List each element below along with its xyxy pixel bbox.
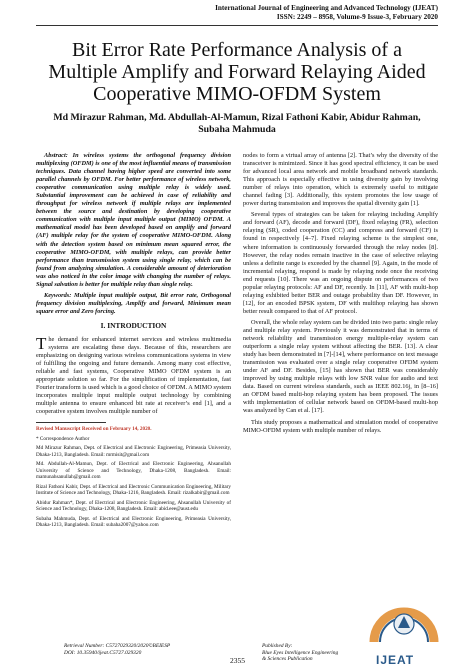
keywords [36, 292, 231, 316]
manuscript-received: Revised Manuscript Received on February 14, 2020. [36, 426, 152, 433]
page-number: 2355 [230, 656, 245, 665]
left-column [36, 152, 231, 532]
footnote-divider [36, 422, 106, 423]
journal-name: International Journal of Engineering and Advanced Technology (IJEAT) [215, 4, 438, 12]
author-affiliation-2: Md. Abdullah-Al-Mamun, Dept. of Electrical and Electronic Engineering, Ahsanullah University of Science and Technology, Dhaka-1208, Bangladesh. Email: mamunahsanullah@gmail.com [36, 461, 231, 481]
footer-retrieval [64, 643, 170, 656]
doi-link[interactable]: DOI: 10.35940/ijeat.C5727.029320 [64, 649, 142, 656]
keywords-text: Multiple input multiple output, Bit error rate, Orthogonal frequency division multiplexing, Amplify and forward, Minimum mean square error and Zero forcing. [36, 291, 231, 315]
footer-publisher [262, 643, 338, 663]
abstract-text: In wireless systems the orthogonal frequency division multiplexing (OFDM) is one of the most influential means of transmission techniques. Data channel having higher speed are converted into some parallel channels by OFDM. For better performance of wireless network, cooperative communication using multiple relay is widely used. Substantial improvement can be achieved in case of reliability and throughput for wireless network if multiple relays are implemented between the source and destination by developing cooperative communication with multiple input multiple output (MIMO) OFDM. A mathematical model has been developed based on amplify and forward (AF) multiple relay for the system of cooperative MIMO-OFDM. Along with the detection system based on minimum mean squared error, the cooperative MIMO-OFDM, with multiple relays, can provide better performance than transmission system using single relay, which can be found from analyzing simulation. A considerable amount of deterioration was also noticed in the color image with changing the number of relays. Signal salvation is better for multiple relay than single relay. [36, 152, 231, 288]
intro-paragraph-1 [36, 333, 231, 416]
paper-title [20, 39, 454, 105]
title-line-2: Multiple Amplify and Forward Relaying Aided [48, 61, 426, 83]
author-affiliation-1: Md Mirazur Rahman, Dept. of Electrical and Electronic Engineering, Primeasia University, Dhaka-1213, Bangladesh. Email: mrmisit@gmail.com [36, 445, 231, 458]
journal-header [215, 4, 438, 22]
author-affiliation-3: Rizal Fathoni Kabir, Dept. of Electrical and Electronic Communication Engineering, Military Institute of Science and Technology, Dhaka-1216, Bangladesh. Email: rizalkabir@gmail.com [36, 483, 231, 497]
intro-paragraph-3: Several types of strategies can be taken for relaying including Amplify and forward (AF), decode and forward (DF), fixed relaying (FR), selection relaying (SR), coded cooperation (CC) and compress and forward (CF) is found in respectively [4–7]. Fixed relaying scheme is the simplest one, where information is continuously forwarded through the relay nodes [8]. However, the relay nodes remain inactive in the case of selective relaying unless a definite range is exceeded by the channel [9]. Again, in the mode of incremental relaying, respond is made by relaying node once the receiving end requests [10]. There was an ongoing dispute on performances of two popular relaying protocols: AF and DF, recently. In [11], AF with multi-hop relaying exhibited better BER and outage probability than DF. However, in [12], for an encoded BPSK system, DF with multihop relaying has shown better result compared to that of AF protocol. [243, 211, 438, 315]
abstract [36, 152, 231, 289]
authors-line-2: Subaha Mahmuda [198, 124, 276, 135]
header-rule [36, 25, 438, 26]
logo-wordmark: IJEAT [376, 653, 415, 667]
title-line-3: Cooperative MIMO-OFDM System [93, 83, 381, 105]
section-heading-introduction: I. INTRODUCTION [100, 320, 167, 330]
intro-paragraph-2: nodes to form a virtual array of antenna [2]. That’s why the diversity of the transceiver is minimized. Since it has good spectral efficiency, it can be used for advanced local area network and mobile broadband network standards. This approach is especially effective in using diversity gain by involving number of relays into operation, which is extremely useful to mitigate channel fading [3]. Additionally, this system promotes the low usage of power during transmission and improves the spatial diversity gain [1]. [243, 152, 438, 208]
journal-issn: ISSN: 2249 – 8958, Volume-9 Issue-3, February 2020 [276, 13, 438, 21]
title-line-1: Bit Error Rate Performance Analysis of a [72, 39, 402, 61]
intro-paragraph-4: Overall, the whole relay system can be divided into two parts: single relay and multiple relay system. Previously it was demonstrated that in terms of network reliability and transmission energy multiple-relay system can outperform a single relay system without affecting the BER. [13]. A clear study has been demonstrated in [7]-[14], where performance on text message transmission was evaluated over a single relay cooperative OFDM system under AF and DF. Besides, [15] has shown that BER was considerably improved by using multiple relays with low SNR value for audio and text data. Based on current wireless standards, such as IEEE 802.16j, in [8–16] an OFDM based multi-hop relaying system has been proposed. The issues with implementation of cellular network based on OFDM-based multi-hop was analyzed by Can et al. [17]. [243, 318, 438, 415]
drop-cap: T [36, 333, 47, 353]
abstract-label: Abstract: [44, 152, 68, 159]
author-list [36, 112, 438, 136]
intro-text-1: he demand for enhanced internet services and wireless multimedia systems are escalating these days. Because of this, researchers are emphasizing on designing various wireless communications systems in view of fulfilling the ongoing and future demands. Among many cost effective, reliable and fast systems, Cooperative MIMO OFDM system is an appropriate solution so far. For the simplification of implementation, fast Fourier transform is used which is a good choice of OFDM. A MIMO system incorporates multiple input multiple output technology by combining multiple antenna to ensure enhanced bit rate at receiver’s end [1], and a cooperative system involves multiple number of [36, 335, 231, 416]
ijeat-logo-icon [366, 594, 442, 654]
right-column [243, 152, 438, 438]
correspondence-note: * Correspondence Author [36, 435, 90, 442]
authors-line-1: Md Mirazur Rahman, Md. Abdullah-Al-Mamun, Rizal Fathoni Kabir, Abidur Rahman, [53, 112, 421, 123]
published-by: Published By: [262, 643, 293, 649]
author-affiliation-4: Abidur Rahman*, Dept. of Electrical and Electronic Engineering, Ahsanullah University of Science and Technology, Dhaka-1208, Bangladesh. Email: abid.eee@aust.edu [36, 499, 231, 513]
intro-paragraph-5: This study proposes a mathematical and simulation model of cooperative MIMO-OFDM system with multiple number of relays. [243, 418, 438, 434]
author-affiliation-5: Subaha Mahmuda, Dept. of Electrical and Electronic Engineering, Primeasia University, Dhaka-1213, Bangladesh. Email: subaha2007@yahoo.com [36, 515, 231, 529]
publisher-name-1: Blue Eyes Intelligence Engineering [262, 649, 339, 656]
retrieval-number: Retrieval Number: C5727029320/2020©BEIESP [64, 643, 171, 649]
keywords-label: Keywords: [44, 291, 72, 299]
publisher-name-2: & Sciences Publication [262, 656, 313, 663]
